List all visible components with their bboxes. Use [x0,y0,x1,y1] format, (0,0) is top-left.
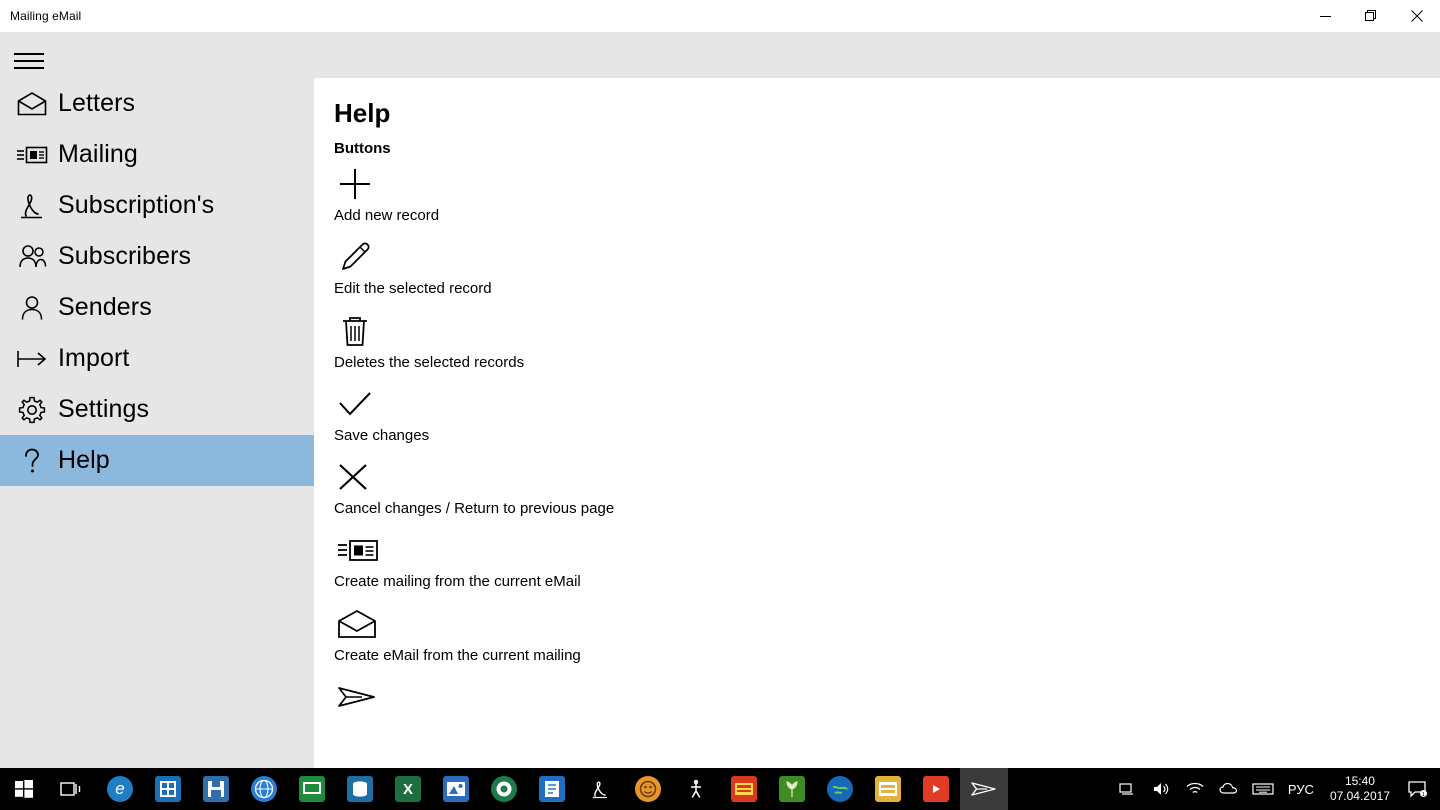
person-walking-icon [683,776,709,802]
start-button[interactable] [0,768,48,810]
plus-icon [334,161,1440,207]
system-tray [1110,768,1440,810]
minimize-button[interactable] [1302,0,1348,32]
help-entry [334,161,1440,224]
clock[interactable] [1322,774,1398,804]
signature-icon [6,192,58,220]
keyboard-app-icon [731,776,757,802]
taskbar-monitor-app[interactable] [288,768,336,810]
help-entry [334,674,1440,720]
store-icon [155,776,181,802]
floppy-disk-icon [203,776,229,802]
taskbar-photos[interactable] [432,768,480,810]
people-icon [6,244,58,270]
earth-icon [827,776,853,802]
sidebar-item-label: Import [58,344,130,372]
language-indicator[interactable]: РУС [1287,781,1314,797]
help-description: Save changes [334,426,430,444]
navigation-sidebar [0,78,314,770]
clock-time: 15:40 [1344,774,1375,788]
monitor-icon [299,776,325,802]
checkmark-icon [334,381,1440,427]
taskbar-yellow-app[interactable] [864,768,912,810]
help-description: Cancel changes / Return to previous page [334,500,615,517]
taskbar-excel[interactable] [384,768,432,810]
send-icon [334,674,1440,720]
taskbar-edge[interactable] [96,768,144,810]
show-hidden-icons-icon[interactable] [1110,768,1144,810]
excel-icon: X [395,776,421,802]
taskbar-save-app[interactable] [192,768,240,810]
taskbar-gimp[interactable] [480,768,528,810]
taskbar-red-app[interactable] [720,768,768,810]
page-title: Help [334,98,391,128]
content-pane [314,78,1440,770]
speaker-icon[interactable] [1144,768,1178,810]
plant-icon [779,776,805,802]
taskbar-orange-app[interactable] [624,768,672,810]
help-entry [334,527,1440,590]
circle-app-icon [635,776,661,802]
pencil-icon [334,234,1440,280]
maximize-button[interactable] [1348,0,1394,32]
cloud-icon[interactable] [1212,768,1246,810]
arrow-into-icon [6,349,58,369]
envelope-icon [6,92,58,116]
sidebar-item-label: Subscribers [58,242,192,270]
wifi-icon[interactable] [1178,768,1212,810]
sidebar-item-import[interactable] [0,333,314,384]
gear-icon [6,396,58,424]
send-icon [971,776,997,802]
sidebar-item-settings[interactable] [0,384,314,435]
question-mark-icon [6,447,58,475]
window-body [0,32,1440,770]
windows-logo-icon [11,776,37,802]
trash-icon [334,308,1440,354]
photos-icon [443,776,469,802]
taskbar-browser[interactable] [240,768,288,810]
taskbar-note-app[interactable] [528,768,576,810]
sidebar-item-mailing[interactable] [0,129,314,180]
help-entry [334,601,1440,664]
task-view-button[interactable] [48,768,96,810]
sidebar-item-senders[interactable] [0,282,314,333]
taskbar-green-app[interactable] [768,768,816,810]
sidebar-item-subscriptions[interactable] [0,180,314,231]
mailing-list-icon [6,144,58,166]
database-icon [347,776,373,802]
help-entry [334,234,1440,297]
close-button[interactable] [1394,0,1440,32]
help-entry [334,381,1440,444]
task-view-icon [59,776,85,802]
taskbar-pen-app[interactable] [576,768,624,810]
taskbar [0,768,1440,810]
hamburger-menu-icon[interactable] [10,44,58,78]
keyboard-icon[interactable] [1246,768,1280,810]
sidebar-item-help[interactable] [0,435,314,486]
section-heading: Buttons [334,140,391,157]
sidebar-item-label: Help [58,446,110,474]
sidebar-item-label: Subscription's [58,191,215,219]
pen-icon [587,776,613,802]
taskbar-mailing-email[interactable] [960,768,1008,810]
paint-app-icon [491,776,517,802]
help-description: Create mailing from the current eMail [334,573,581,591]
edge-browser-icon: e [107,776,133,802]
svg-text:1: 1 [1422,792,1425,798]
sidebar-item-label: Settings [58,395,150,423]
help-entry [334,308,1440,371]
clock-date: 07.04.2017 [1329,789,1390,803]
mailing-list-icon [334,527,1440,573]
taskbar-walk-app[interactable] [672,768,720,810]
cross-icon [334,454,1440,500]
media-icon [923,776,949,802]
globe-browser-icon [251,776,277,802]
help-entry [334,454,1440,517]
envelope-icon [334,601,1440,647]
help-description: Add new record [334,207,440,224]
sidebar-item-letters[interactable] [0,78,314,129]
person-icon [6,295,58,321]
sidebar-item-label: Senders [58,293,152,321]
taskbar-red2-app[interactable] [912,768,960,810]
action-center-button[interactable] [1398,768,1436,810]
window-controls [1302,0,1440,32]
title-bar [0,0,1440,33]
window-title: Mailing eMail [10,9,82,23]
taskbar-store[interactable] [144,768,192,810]
taskbar-database-app[interactable] [336,768,384,810]
sidebar-item-label: Mailing [58,140,138,168]
help-description: Create eMail from the current mailing [334,646,581,664]
help-description: Deletes the selected records [334,353,525,371]
sidebar-item-label: Letters [58,89,136,117]
note-icon [539,776,565,802]
sidebar-item-subscribers[interactable] [0,231,314,282]
taskbar-globe-app[interactable] [816,768,864,810]
help-description: Edit the selected record [334,280,492,298]
folder-icon [875,776,901,802]
